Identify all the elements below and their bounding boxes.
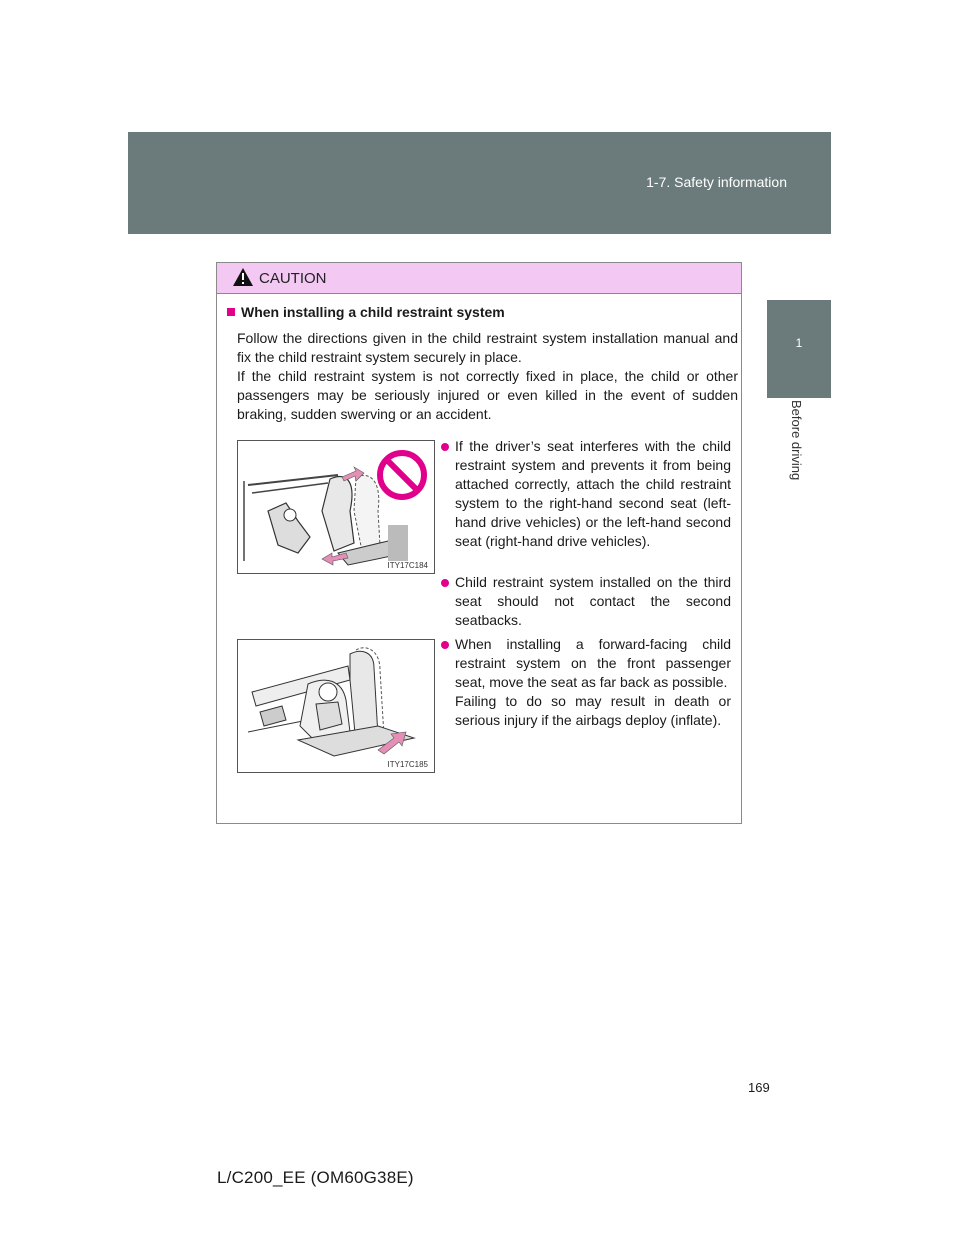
car-seat-illustration bbox=[238, 441, 434, 573]
bullet-dot-icon bbox=[441, 641, 449, 649]
bullet-text: When installing a forward-facing child restraint system on the front passenger seat, move the seat as far back as possible. bbox=[455, 636, 731, 690]
prohibited-icon bbox=[380, 453, 424, 497]
figure-code: ITY17C184 bbox=[387, 561, 428, 570]
bullet-dot-icon bbox=[441, 579, 449, 587]
paragraph-2: If the child restraint system is not correctly fixed in place, the child or other passengers may be seriously injured or even killed in the event of sudden braking, sudden swerving or an accident. bbox=[237, 368, 738, 422]
document-code: L/C200_EE (OM60G38E) bbox=[217, 1168, 414, 1187]
warning-triangle-icon bbox=[232, 267, 254, 287]
paragraph-1: Follow the directions given in the child restraint system installation manual and fix the child restraint system securely in place. bbox=[237, 330, 738, 365]
square-bullet-icon bbox=[227, 308, 235, 316]
section-title: 1-7. Safety information bbox=[646, 174, 787, 190]
bullet-text: Child restraint system installed on the third seat should not contact the second seatbacks. bbox=[455, 574, 731, 628]
figure-driver-seat-interference bbox=[237, 440, 435, 574]
caution-title: CAUTION bbox=[259, 270, 327, 287]
figure-code: ITY17C185 bbox=[387, 760, 428, 769]
bullet-item bbox=[441, 573, 731, 630]
chapter-tab bbox=[767, 300, 831, 398]
arrow-icon bbox=[322, 553, 348, 565]
forward-facing-seat-illustration bbox=[238, 640, 434, 772]
section-heading bbox=[227, 304, 505, 320]
figure-front-passenger-seat bbox=[237, 639, 435, 773]
chapter-label: Before driving bbox=[789, 400, 804, 481]
bullet-text: Failing to do so may result in death or serious injury if the airbags deploy (inflate). bbox=[455, 693, 731, 728]
header-band bbox=[128, 132, 831, 234]
bullet-dot-icon bbox=[441, 443, 449, 451]
chapter-number: 1 bbox=[795, 336, 803, 350]
bullet-item bbox=[441, 437, 731, 551]
caution-header bbox=[217, 263, 741, 294]
bullet-text: If the driver’s seat interferes with the child restraint system and prevents it from being attached correctly, attach the child restraint system to the right-hand second seat (left-hand drive vehicles) or the left-hand second seat (right-hand drive vehicles). bbox=[455, 438, 731, 549]
caution-box bbox=[216, 262, 742, 824]
bullet-item bbox=[441, 635, 731, 730]
chapter-label-container bbox=[767, 400, 831, 510]
page-number: 169 bbox=[748, 1080, 770, 1095]
section-heading-text: When installing a child restraint system bbox=[241, 304, 505, 320]
